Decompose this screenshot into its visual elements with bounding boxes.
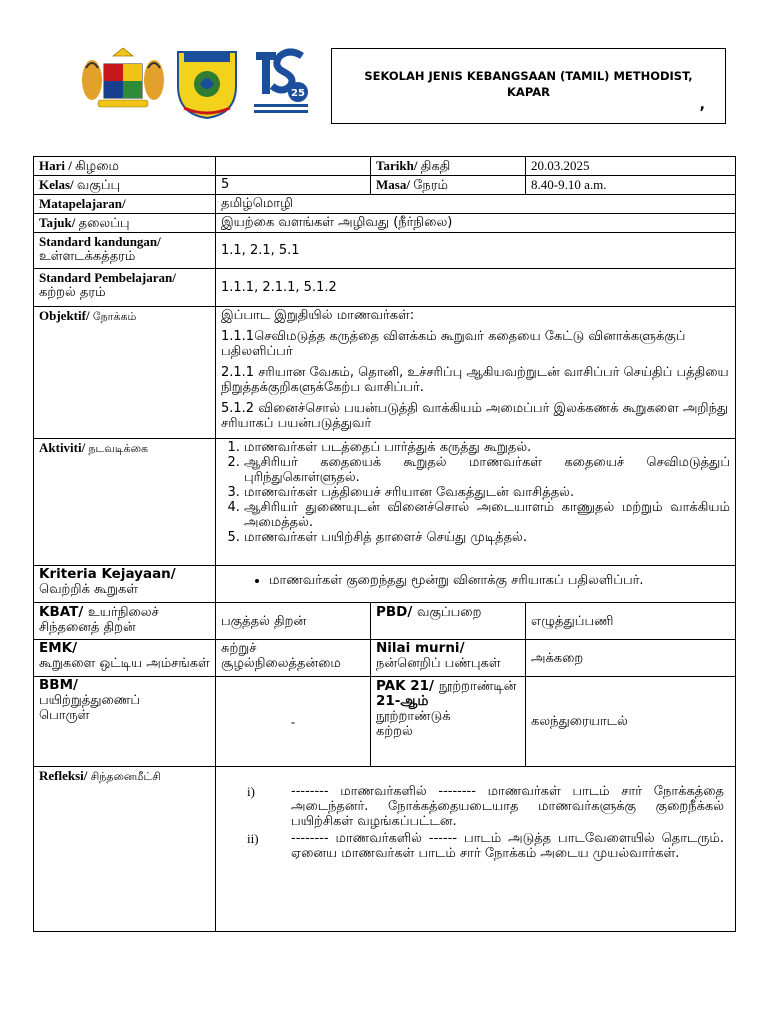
bbm-label-cell [34, 677, 216, 767]
sp-value: 1.1.1, 2.1.1, 5.1.2 [216, 269, 736, 307]
kbat-label: KBAT/ [39, 604, 88, 620]
refleksi-num: ii) [247, 831, 259, 846]
masa-tamil: நேரம் [413, 178, 448, 193]
tarikh-tamil: திகதி [420, 159, 451, 174]
row-emk [34, 640, 736, 677]
row-bbm [34, 677, 736, 767]
emk-value-1: சுற்றுச் [221, 641, 257, 656]
kriteria-content [216, 566, 736, 603]
tarikh-label-cell [371, 157, 526, 176]
aktiviti-item: 1. மாணவர்கள் படத்தைப் பார்த்துக் கருத்து கூறுதல். [244, 440, 730, 455]
sk-tamil: உள்ளடக்கத்தரம் [39, 249, 136, 264]
svg-text:25: 25 [291, 88, 305, 99]
matapelajaran-value: தமிழ்மொழி [216, 195, 736, 214]
trailing-comma: , [699, 97, 705, 113]
nilai-label: Nilai murni/ [376, 640, 465, 656]
masa-label-cell [371, 176, 526, 195]
aktiviti-tamil: நடவடிக்கை [88, 442, 149, 455]
school-crest-icon [174, 46, 240, 120]
objektif-label-cell [34, 307, 216, 439]
emk-label: EMK/ [39, 640, 78, 656]
kelas-tamil: வகுப்பு [76, 178, 121, 193]
aktiviti-label: Aktiviti/ [39, 440, 89, 455]
refleksi-item [221, 784, 724, 829]
aktiviti-label-cell [34, 439, 216, 566]
emk-value-2: சூழல்நிலைத்தன்மை [221, 656, 341, 671]
hari-label-cell [34, 157, 216, 176]
sp-tamil: கற்றல் தரம் [39, 285, 106, 300]
tajuk-label-cell [34, 214, 216, 233]
sk-value: 1.1, 2.1, 5.1 [216, 233, 736, 269]
kriteria-label: Kriteria Kejayaan/ [39, 566, 176, 582]
refleksi-text: -------- மாணவர்களில் -------- மாணவர்கள் பாடம் சார் நோக்கத்தை அடைந்தனர். நோக்கத்தையடையாத மாணவர்களுக்கு குறைநீக்கல் பயிற்சிகள் வழங்கப்பட்டன. [291, 784, 724, 829]
kriteria-item: • மாணவர்கள் குறைந்தது மூன்று வினாக்கு சரியாகப் பதிலளிப்பர். [269, 573, 730, 588]
objektif-intro: இப்பாட இறுதியில் மாணவர்கள்: [221, 308, 415, 323]
refleksi-label: Refleksi/ [39, 768, 91, 783]
emk-label-cell [34, 640, 216, 677]
pak-tamil-1: நூற்றாண்டின் [438, 679, 517, 694]
pak-tamil-4: கற்றல் [376, 724, 413, 739]
school-name-line2: KAPAR [507, 85, 550, 99]
row-objektif [34, 307, 736, 439]
emk-value-cell [216, 640, 371, 677]
kelas-value: 5 [216, 176, 371, 195]
objektif-item-3: 5.1.2 வினைச்சொல் பயன்படுத்தி வாக்கியம் அமைப்பர் இலக்கணக் கூறுகளை அறிந்து சரியாகப் பயன்படுத்துவர் [221, 401, 729, 431]
pak-value: கலந்துரையாடல் [526, 677, 736, 767]
row-kriteria [34, 566, 736, 603]
pak-label-cell [371, 677, 526, 767]
objektif-item-2: 2.1.1 சரியான வேகம், தொனி, உச்சரிப்பு ஆகியவற்றுடன் வாசிப்பர் செய்திப் பத்தியை நிறுத்தக்குறிகளுக்கேற்ப வாசிப்பர். [221, 365, 729, 395]
aktiviti-item: 4. ஆசிரியர் துணையுடன் வினைச்சொல் அடையாளம் காணுதல் மற்றும் வாக்கியம் அமைத்தல். [244, 500, 730, 530]
bbm-tamil-2: பொருள் [39, 708, 90, 723]
pak-tamil-2: 21-ஆம் [376, 693, 429, 709]
lesson-plan-table [33, 156, 736, 932]
row-standard-pembelajaran [34, 269, 736, 307]
kriteria-tamil: வெற்றிக் கூறுகள் [39, 582, 138, 597]
kriteria-list [221, 573, 730, 588]
nilai-tamil: நன்னெறிப் பண்புகள் [376, 656, 501, 671]
sp-label-cell [34, 269, 216, 307]
tajuk-label: Tajuk/ [39, 215, 79, 230]
pbd-value: எழுத்துப்பணி [526, 603, 736, 640]
refleksi-label-cell [34, 767, 216, 932]
row-standard-kandungan [34, 233, 736, 269]
pbd-label-cell [371, 603, 526, 640]
hari-label: Hari / [39, 158, 76, 173]
hari-value [216, 157, 371, 176]
bbm-label: BBM/ [39, 677, 78, 693]
aktiviti-item: 2. ஆசிரியர் கதையைக் கூறுதல் மாணவர்கள் கதையைச் செவிமடுத்துப் புரிந்துகொள்ளுதல். [244, 455, 730, 485]
objektif-content [216, 307, 736, 439]
row-aktiviti [34, 439, 736, 566]
sk-label: Standard kandungan/ [39, 234, 161, 249]
sk-label-cell [34, 233, 216, 269]
objektif-item-1: 1.1.1செவிமடுத்த கருத்தை விளக்கம் கூறுவர் கதையை கேட்டு வினாக்களுக்குப் பதிலளிப்பர் [221, 329, 686, 359]
aktiviti-item: 5. மாணவர்கள் பயிற்சித் தாளைச் செய்து முடித்தல். [244, 530, 730, 545]
school-name-box [331, 48, 726, 124]
row-kelas [34, 176, 736, 195]
aktiviti-content [216, 439, 736, 566]
tajuk-value: இயற்கை வளங்கள் அழிவது (நீர்நிலை) [216, 214, 736, 233]
row-refleksi [34, 767, 736, 932]
pak-tamil-3: நூற்றாண்டுக் [376, 709, 451, 724]
bbm-tamil-1: பயிற்றுத்துணைப் [39, 693, 140, 708]
objektif-label: Objektif/ [39, 308, 93, 323]
tarikh-value: 20.03.2025 [526, 157, 736, 176]
refleksi-content [216, 767, 736, 932]
kbat-tamil-1: உயர்நிலைச் [88, 605, 159, 620]
matapelajaran-label: Matapelajaran/ [34, 195, 216, 214]
tajuk-tamil: தலைப்பு [78, 216, 130, 231]
pak-label: PAK 21/ [376, 678, 439, 694]
kbat-value: பகுத்தல் திறன் [216, 603, 371, 640]
jata-negara-crest-icon [78, 46, 168, 116]
refleksi-item [221, 831, 724, 861]
row-hari [34, 157, 736, 176]
masa-label: Masa/ [376, 177, 414, 192]
row-matapelajaran [34, 195, 736, 214]
kbat-label-cell [34, 603, 216, 640]
kelas-label: Kelas/ [39, 177, 77, 192]
aktiviti-list [221, 440, 730, 545]
kelas-label-cell [34, 176, 216, 195]
emk-tamil: கூறுகளை ஒட்டிய அம்சங்கள் [39, 656, 210, 671]
hari-tamil: கிழமை [75, 159, 119, 174]
pbd-label: PBD/ [376, 604, 418, 620]
row-tajuk [34, 214, 736, 233]
refleksi-tamil: சிந்தனைமீட்சி [90, 770, 161, 783]
aktiviti-item: 3. மாணவர்கள் பத்தியைச் சரியான வேகத்துடன் வாசித்தல். [244, 485, 730, 500]
bbm-value: - [216, 677, 371, 767]
refleksi-text: -------- மாணவர்களில் ------ பாடம் அடுத்த பாடவேளையில் தொடரும். ஏனைய மாணவர்கள் பாடம் சார் நோக்கம் அடைய முயல்வார்கள். [291, 831, 724, 861]
row-kbat [34, 603, 736, 640]
tarikh-label: Tarikh/ [376, 158, 421, 173]
masa-value: 8.40-9.10 a.m. [526, 176, 736, 195]
nilai-label-cell [371, 640, 526, 677]
objektif-tamil: நோக்கம் [92, 310, 137, 323]
pbd-tamil: வகுப்பறை [417, 605, 482, 620]
sp-label: Standard Pembelajaran/ [39, 270, 176, 285]
refleksi-num: i) [247, 784, 255, 799]
kbat-tamil-2: சிந்தனைத் திறன் [39, 620, 136, 635]
logo-group [78, 46, 318, 122]
school-name-line1: SEKOLAH JENIS KEBANGSAAN (TAMIL) METHODIST, [364, 69, 693, 83]
nilai-value: அக்கறை [526, 640, 736, 677]
ts25-logo-icon [250, 46, 312, 118]
kriteria-label-cell [34, 566, 216, 603]
refleksi-list [221, 784, 724, 861]
